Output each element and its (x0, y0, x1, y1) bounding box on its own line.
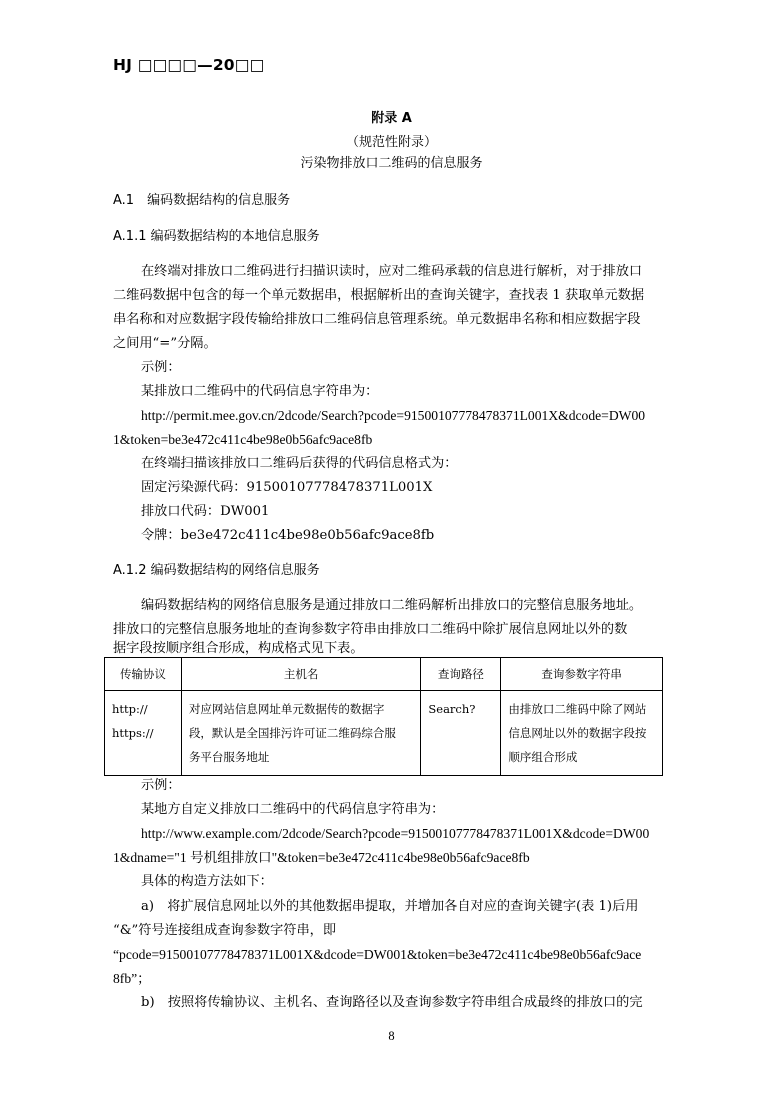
query-string-example-end: 8fb”； (113, 971, 151, 986)
construction-method-intro: 具体的构造方法如下： (141, 874, 273, 889)
column-header-protocol: 传输协议 (105, 658, 182, 691)
query-string-example: “pcode=91500107778478371L001X&dcode=DW001&token=be3e472c411c4be98e0b56afc9ace (113, 947, 642, 962)
list-item-a-continued: “&”符号连接组成查询参数字符串，即 (113, 923, 337, 938)
a11-paragraph-line: 之间用“=”分隔。 (113, 336, 217, 351)
a11-example-intro: 某排放口二维码中的代码信息字符串为： (141, 384, 379, 399)
path-value: Search? (428, 702, 476, 716)
outlet-code-line: 排放口代码：DW001 (141, 504, 270, 519)
a11-example-after: 在终端扫描该排放口二维码后获得的代码信息格式为： (141, 456, 458, 471)
section-a12-heading: A.1.2 编码数据结构的网络信息服务 (113, 563, 320, 578)
appendix-subtitle: （规范性附录） (345, 135, 437, 150)
a12-paragraph-line: 据字段按顺序组合形成，构成格式见下表。 (113, 641, 364, 656)
page-number: 8 (388, 1029, 395, 1043)
a12-example-label: 示例： (141, 778, 181, 793)
section-a11-heading: A.1.1 编码数据结构的本地信息服务 (113, 229, 320, 244)
path-cell (421, 691, 501, 776)
protocol-value: http:// (112, 702, 148, 716)
host-cell (181, 691, 420, 776)
a12-example-url-line: 1&dname="1 号机组排放口"&token=be3e472c411c4be98e0b56afc9ace8fb (113, 850, 530, 865)
list-item-a: a) 将扩展信息网址以外的其他数据串提取，并增加各自对应的查询关键字(表 1)后用 (141, 899, 639, 914)
column-header-query: 查询参数字符串 (501, 658, 663, 691)
a12-paragraph-line: 编码数据结构的网络信息服务是通过排放口二维码解析出排放口的完整信息服务地址。 (141, 598, 643, 613)
host-text-line: 段，默认是全国排污许可证二维码综合服 (188, 726, 396, 740)
section-a1-heading: A.1 编码数据结构的信息服务 (113, 193, 291, 208)
appendix-name: 污染物排放口二维码的信息服务 (300, 156, 483, 171)
host-text-line: 对应网站信息网址单元数据传的数据字 (188, 702, 385, 716)
token-line: 令牌：be3e472c411c4be98e0b56afc9ace8fb (141, 528, 435, 543)
query-text-line: 信息网址以外的数据字段按 (508, 726, 647, 740)
a12-example-intro: 某地方自定义排放口二维码中的代码信息字符串为： (141, 802, 445, 817)
a12-example-url-line: http://www.example.com/2dcode/Search?pcode=91500107778478371L001X&dcode=DW00 (141, 826, 650, 841)
protocol-value: https:// (112, 726, 154, 740)
appendix-title: 附录 A (371, 111, 412, 126)
list-item-b: b) 按照将传输协议、主机名、查询路径以及查询参数字符串组合成最终的排放口的完 (141, 995, 643, 1010)
url-format-table (104, 657, 663, 776)
host-text-line: 务平台服务地址 (188, 750, 270, 764)
query-text-line: 顺序组合形成 (508, 750, 578, 764)
fixed-source-code-line: 固定污染源代码：91500107778478371L001X (141, 480, 433, 495)
column-header-path: 查询路径 (421, 658, 501, 691)
a11-example-label: 示例： (141, 360, 181, 375)
a11-paragraph-line: 在终端对排放口二维码进行扫描识读时，应对二维码承载的信息进行解析，对于排放口 (141, 264, 643, 279)
query-text-line: 由排放口二维码中除了网站 (508, 702, 647, 716)
column-header-host: 主机名 (181, 658, 420, 691)
a11-paragraph-line: 串名称和对应数据字段传输给排放口二维码信息管理系统。单元数据串名称和相应数据字段 (113, 312, 641, 327)
table-header-row (105, 658, 663, 691)
a11-example-url-line: http://permit.mee.gov.cn/2dcode/Search?pcode=91500107778478371L001X&dcode=DW00 (141, 408, 646, 423)
a11-example-url-line: 1&token=be3e472c411c4be98e0b56afc9ace8fb (113, 432, 373, 447)
a11-paragraph-line: 二维码数据中包含的每一个单元数据串，根据解析出的查询关键字，查找表 1 获取单元数据 (113, 288, 645, 303)
query-cell (501, 691, 663, 776)
standard-code-header: HJ □□□□—20□□ (113, 56, 265, 74)
table-row (105, 691, 663, 776)
protocol-cell (105, 691, 182, 776)
a12-paragraph-line: 排放口的完整信息服务地址的查询参数字符串由排放口二维码中除扩展信息网址以外的数 (113, 622, 628, 637)
